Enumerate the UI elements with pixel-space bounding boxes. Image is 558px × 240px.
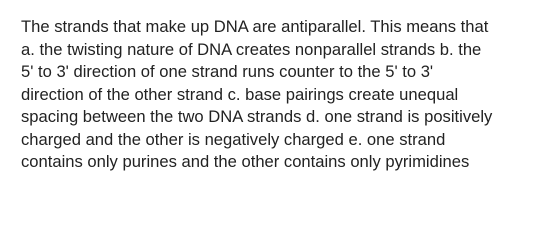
question-line: 5' to 3' direction of one strand runs counter to the 5' to 3' [21,62,434,81]
question-line: contains only purines and the other contains only pyrimidines [21,152,470,171]
question-line: direction of the other strand c. base pairings create unequal [21,84,459,104]
question-line: a. the twisting nature of DNA creates nonparallel strands b. the [21,39,482,59]
question-line: The strands that make up DNA are antiparallel. This means that [21,17,489,36]
question-text [21,16,543,174]
question-line: charged and the other is negatively charged e. one strand [21,129,446,149]
question-line: spacing between the two DNA strands d. one strand is positively [21,107,493,126]
